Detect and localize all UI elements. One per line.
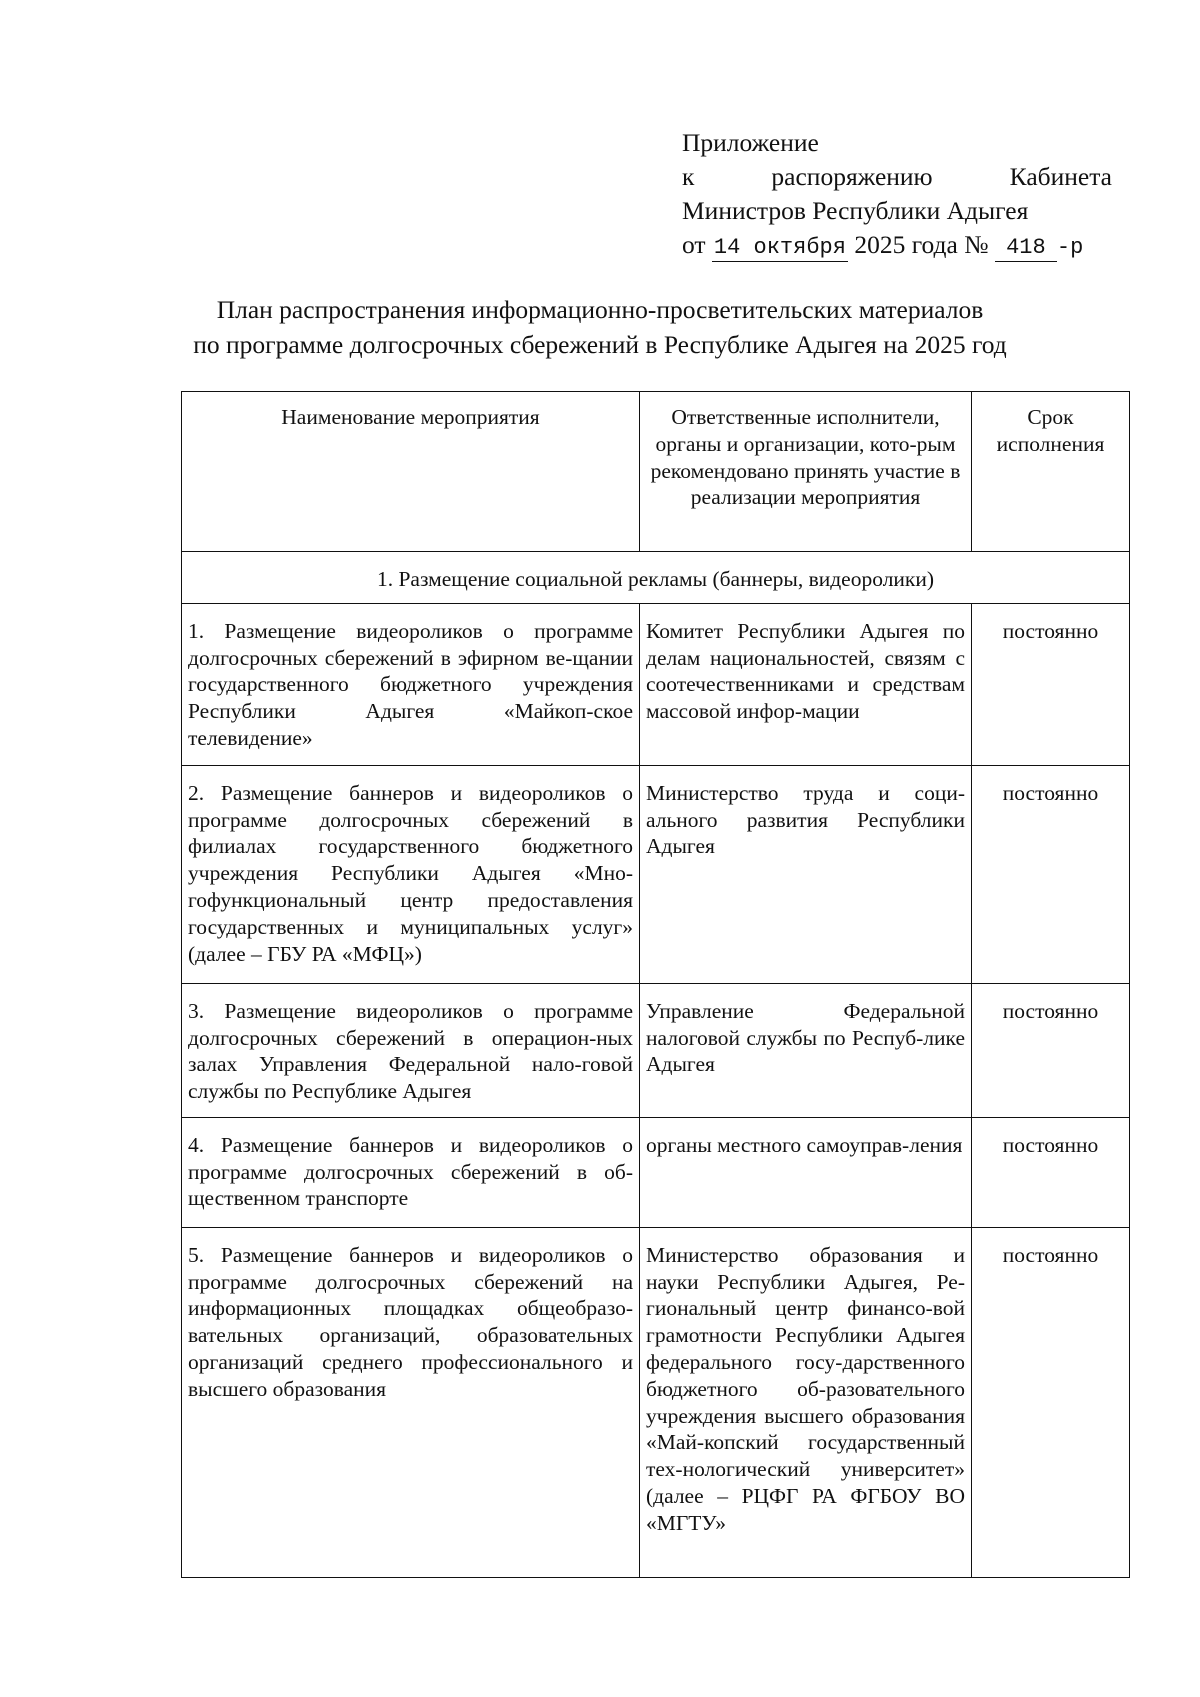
order-number: 418 bbox=[995, 235, 1057, 262]
appendix-title: Приложение bbox=[682, 128, 819, 157]
table-row bbox=[182, 1227, 1130, 1577]
row-term: постоянно bbox=[972, 1117, 1130, 1227]
plan-table bbox=[181, 391, 1130, 1578]
appendix-block bbox=[682, 126, 1112, 265]
section-title: 1. Размещение социальной рекламы (баннеры, видеоролики) bbox=[182, 552, 1130, 604]
row-term: постоянно bbox=[972, 983, 1130, 1117]
section-row bbox=[182, 552, 1130, 604]
row-event-name: 2. Размещение баннеров и видеороликов о программе долгосрочных сбережений в филиалах государственного бюджетного учреждения Республики Адыгея «Мно-гофункциональный центр предоставления государственных и муниципальных услуг» (далее – ГБУ РА «МФЦ») bbox=[182, 765, 640, 983]
row-executor: Министерство труда и соци-ального развития Республики Адыгея bbox=[640, 765, 972, 983]
row-executor: Управление Федеральной налоговой службы по Респуб-лике Адыгея bbox=[640, 983, 972, 1117]
row-executor: Комитет Республики Адыгея по делам национальностей, связям с соотечественниками и средствам массовой инфор-мации bbox=[640, 603, 972, 765]
appendix-cabinet-word: Кабинета bbox=[1009, 162, 1112, 191]
table-row bbox=[182, 1117, 1130, 1227]
row-event-name: 3. Размещение видеороликов о программе долгосрочных сбережений в операцион-ных залах Управления Федеральной нало-говой службы по Республике Адыгея bbox=[182, 983, 640, 1117]
row-event-name: 4. Размещение баннеров и видеороликов о программе долгосрочных сбережений в об-щественном транспорте bbox=[182, 1117, 640, 1227]
appendix-preposition: к bbox=[682, 162, 695, 191]
appendix-order-word: распоряжению bbox=[771, 162, 933, 191]
appendix-date-line bbox=[682, 228, 1112, 265]
table-header-row bbox=[182, 392, 1130, 552]
appendix-line2 bbox=[682, 160, 1112, 194]
title-line-1: План распространения информационно-просветительских материалов bbox=[216, 295, 984, 324]
row-executor: Министерство образования и науки Республики Адыгея, Ре-гиональный центр финансо-вой грамотности Республики Адыгея федерального госу-дарственного бюджетного об-разовательного учреждения высшего образования «Май-копский государственный тех-нологический университет» (далее – РЦФГ РА ФГБОУ ВО «МГТУ» bbox=[640, 1227, 972, 1577]
table-row bbox=[182, 983, 1130, 1117]
title-line-2: по программе долгосрочных сбережений в Республике Адыгея на 2025 год bbox=[193, 330, 1007, 359]
header-executors: Ответственные исполнители, органы и организации, кото-рым рекомендовано принять участие в реализации мероприятия bbox=[640, 392, 972, 552]
appendix-line3: Министров Республики Адыгея bbox=[682, 196, 1029, 225]
row-event-name: 5. Размещение баннеров и видеороликов о программе долгосрочных сбережений на информационных площадках общеобразо-вательных организаций, образовательных организаций среднего профессионального и высшего образования bbox=[182, 1227, 640, 1577]
row-term: постоянно bbox=[972, 765, 1130, 983]
order-number-suffix: -р bbox=[1056, 235, 1084, 260]
header-event-name: Наименование мероприятия bbox=[182, 392, 640, 552]
date-value: 14 октября bbox=[713, 235, 846, 260]
row-event-name: 1. Размещение видеороликов о программе долгосрочных сбережений в эфирном ве-щании государственного бюджетного учреждения Республики Адыгея «Майкоп-ское телевидение» bbox=[182, 603, 640, 765]
row-term: постоянно bbox=[972, 603, 1130, 765]
row-executor: органы местного самоуправ-ления bbox=[640, 1117, 972, 1227]
document-title bbox=[100, 292, 1100, 362]
table-row bbox=[182, 603, 1130, 765]
year-text: 2025 года № bbox=[854, 230, 989, 259]
header-term: Срок исполнения bbox=[972, 392, 1130, 552]
date-prefix: от bbox=[682, 230, 706, 259]
row-term: постоянно bbox=[972, 1227, 1130, 1577]
table-row bbox=[182, 765, 1130, 983]
